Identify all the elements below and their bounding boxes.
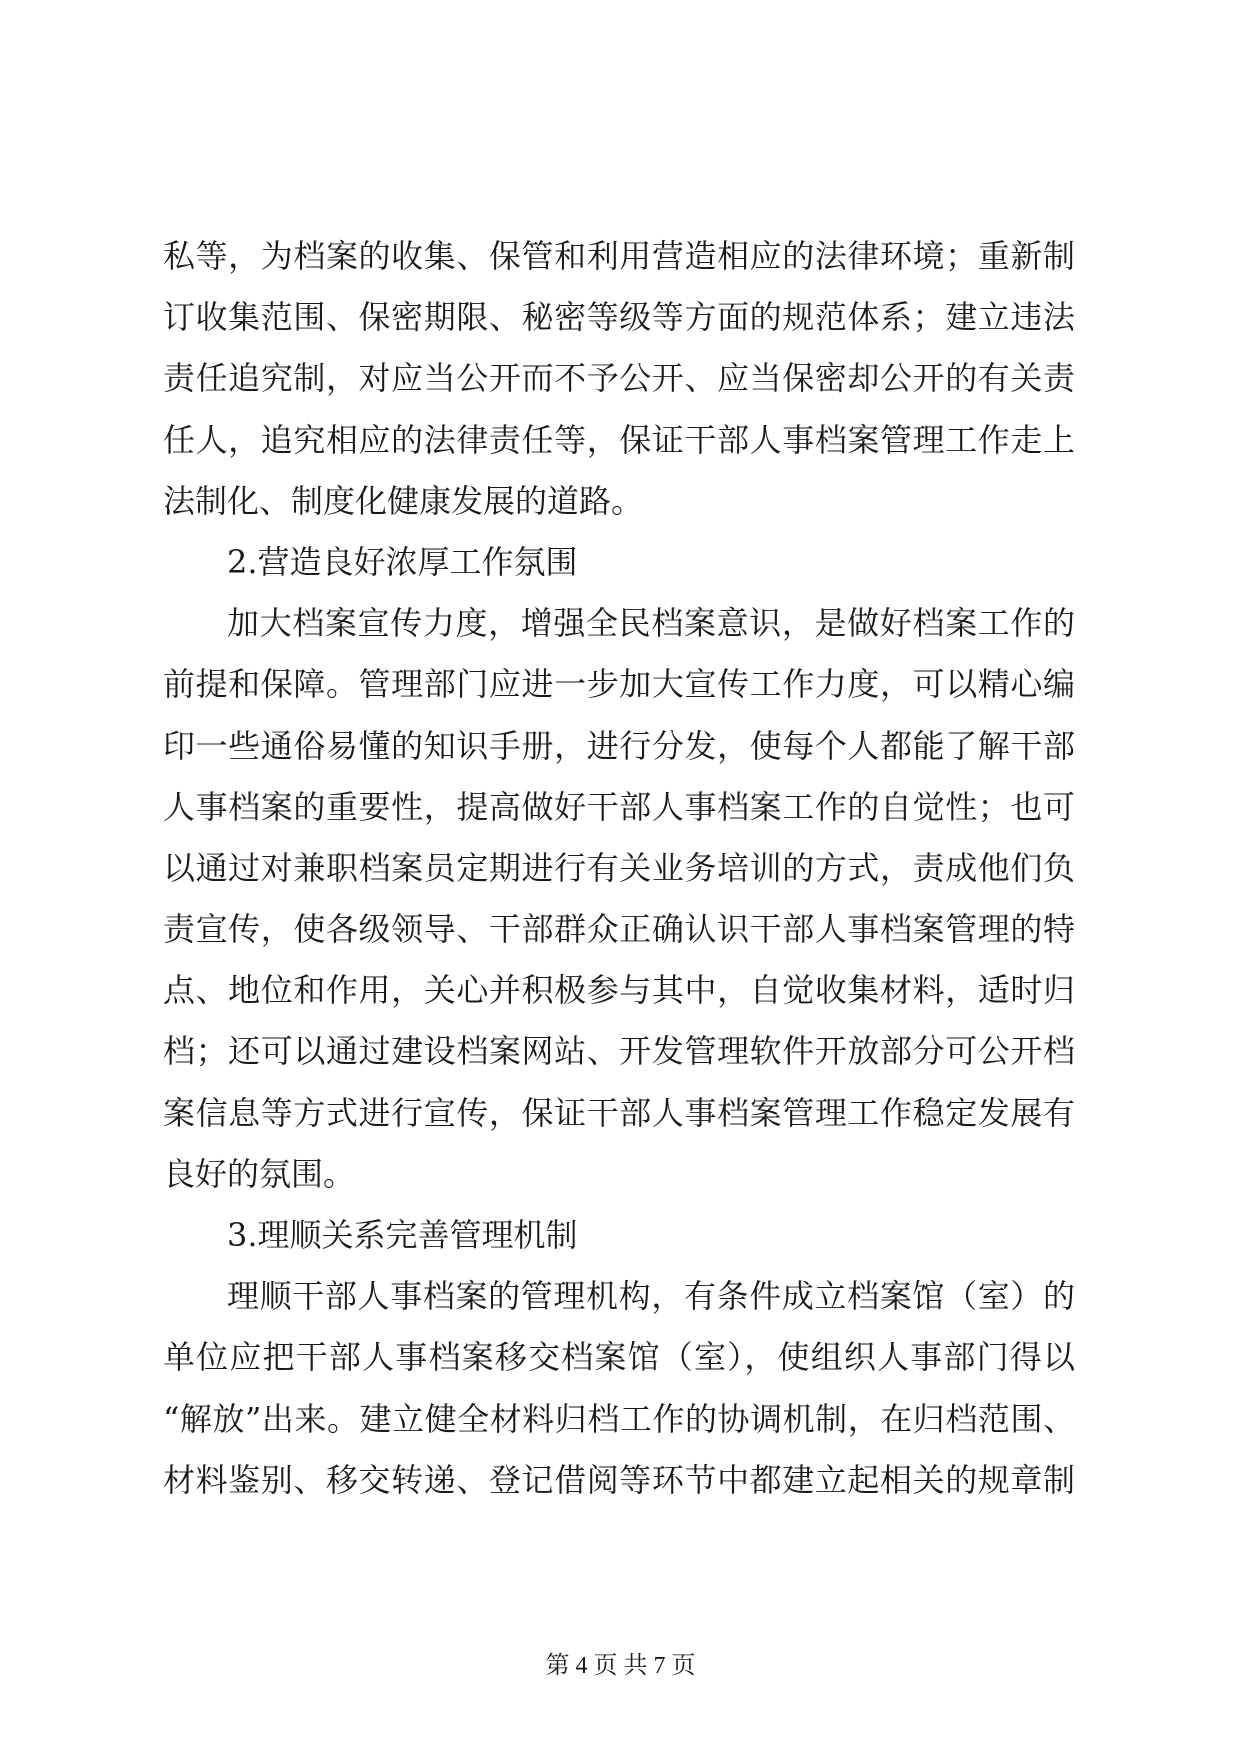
text-line: 订收集范围、保密期限、秘密等级等方面的规范体系；建立违法 (163, 298, 1075, 337)
text-line: “解放”出来。建立健全材料归档工作的协调机制，在归档范围、 (163, 1399, 1075, 1438)
text-line: 良好的氛围。 (163, 1154, 356, 1193)
text-line: 单位应把干部人事档案移交档案馆（室），使组织人事部门得以 (163, 1338, 1075, 1377)
text-line: 法制化、制度化健康发展的道路。 (163, 481, 644, 520)
text-line: 以通过对兼职档案员定期进行有关业务培训的方式，责成他们负 (163, 848, 1075, 887)
page-footer: 第 4 页 共 7 页 (545, 1653, 696, 1679)
text-line: 材料鉴别、移交转递、登记借阅等环节中都建立起相关的规章制 (163, 1460, 1075, 1499)
section-heading: 2.营造良好浓厚工作氛围 (227, 542, 578, 581)
text-line: 加大档案宣传力度，增强全民档案意识，是做好档案工作的 (227, 604, 1075, 643)
text-line: 人事档案的重要性，提高做好干部人事档案工作的自觉性；也可 (163, 787, 1075, 826)
text-line: 任人，追究相应的法律责任等，保证干部人事档案管理工作走上 (163, 420, 1075, 459)
text-line: 前提和保障。管理部门应进一步加大宣传工作力度，可以精心编 (163, 665, 1075, 704)
text-line: 点、地位和作用，关心并积极参与其中，自觉收集材料，适时归 (163, 971, 1075, 1010)
text-line: 私等，为档案的收集、保管和利用营造相应的法律环境；重新制 (163, 237, 1075, 275)
document-body (163, 226, 1075, 1511)
text-line: 责宣传，使各级领导、干部群众正确认识干部人事档案管理的特 (163, 910, 1075, 949)
section-heading: 3.理顺关系完善管理机制 (227, 1216, 578, 1254)
text-line: 档；还可以通过建设档案网站、开发管理软件开放部分可公开档 (163, 1032, 1075, 1071)
text-line: 责任追究制，对应当公开而不予公开、应当保密却公开的有关责 (163, 359, 1075, 398)
text-line: 案信息等方式进行宣传，保证干部人事档案管理工作稳定发展有 (163, 1093, 1075, 1132)
text-line: 印一些通俗易懂的知识手册，进行分发，使每个人都能了解干部 (163, 726, 1075, 765)
text-line: 理顺干部人事档案的管理机构，有条件成立档案馆（室）的 (227, 1277, 1075, 1316)
